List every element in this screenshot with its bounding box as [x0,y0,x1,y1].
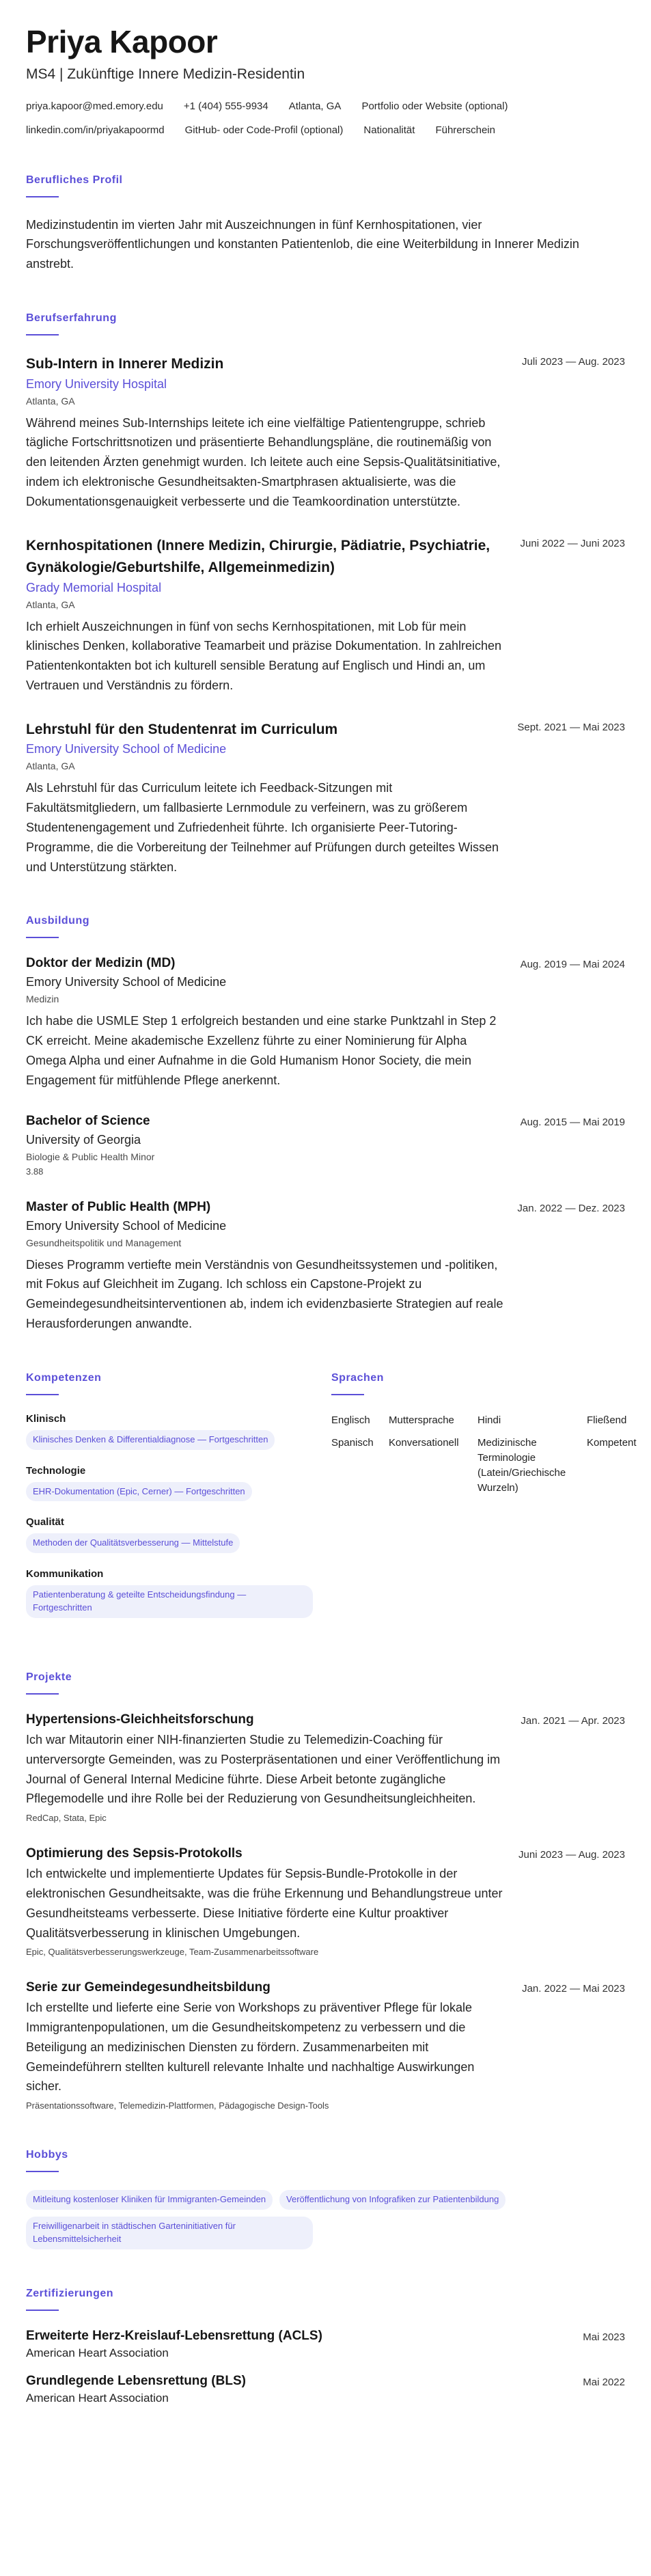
projects-section [26,1671,625,2111]
section-divider [331,1394,364,1395]
job-dates: Juni 2022 — Juni 2023 [520,537,625,549]
section-divider [26,937,59,938]
section-divider [26,2310,59,2311]
certification-entry [26,2329,625,2360]
contact-github[interactable]: GitHub- oder Code-Profil (optional) [184,124,344,136]
headline: MS4 | Zukünftige Innere Medizin-Residentin [26,66,305,82]
section-title: Ausbildung [26,915,89,927]
project-entry [26,1980,625,2111]
resume-header [26,25,625,136]
project-title: Serie zur Gemeindegesundheitsbildung [26,1980,271,1995]
field-of-study: Gesundheitspolitik und Management [26,1237,182,1248]
education-entry [26,1200,625,1334]
contact-nationality: Nationalität [363,124,415,136]
language-name: Spanisch [331,1437,374,1449]
language-list [331,1413,637,1496]
project-tools: Präsentationssoftware, Telemedizin-Plattformen, Pädagogische Design-Tools [26,2100,329,2111]
skill-group [26,1465,321,1502]
certification-date: Mai 2023 [583,2331,625,2343]
job-title: Sub-Intern in Innerer Medizin [26,355,224,372]
section-divider [26,1693,59,1695]
project-tools: RedCap, Stata, Epic [26,1813,107,1824]
language-level: Fließend [587,1414,627,1426]
project-description: Ich erstellte und lieferte eine Serie von Workshops zu präventiver Pflege für lokale Immigrantenpopulationen, um die Gesundheitskompetenz zu verbessern und die Beteiligung an medizinischen Diensten zu fördern. Zusammenarbeiten mit Gemeindeführern stellten kulturell relevante Inhalte und nachhaltige Auswirkungen sicher. [26,2001,475,2094]
skill-chip: EHR-Dokumentation (Epic, Cerner) — Fortgeschritten [26,1482,252,1502]
job-description: Ich erhielt Auszeichnungen in fünf von sechs Kernhospitationen, mit Lob für mein klinisches Denken, kollaborative Teamarbeit und präzise Dokumentation. In zahlreichen Patientenkontakten bot ich kulturell sensible Beratung auf Englisch und Hindi an, um Vertrauen und Verständnis zu fördern. [26,619,502,692]
section-title: Berufserfahrung [26,312,117,324]
skill-category: Technologie [26,1464,86,1477]
section-title: Zertifizierungen [26,2287,114,2299]
section-title: Kompetenzen [26,1371,102,1384]
candidate-name: Priya Kapoor [26,24,218,59]
skills-section [26,1372,321,1633]
employer: Emory University School of Medicine [26,742,227,756]
job-title: Kernhospitationen (Innere Medizin, Chirurgie, Pädiatrie, Psychiatrie, Gynäkologie/Geburtshilfe, Allgemeinmedizin) [26,537,490,576]
certification-title: Grundlegende Lebensrettung (BLS) [26,2373,246,2388]
contact-linkedin[interactable]: linkedin.com/in/priyakapoormd [26,124,165,136]
language-level: Konversationell [389,1437,459,1449]
certification-issuer: American Heart Association [26,2391,169,2404]
language-level: Muttersprache [389,1414,454,1426]
language-name: Hindi [477,1414,501,1426]
skill-group [26,1413,321,1450]
languages-section [331,1371,637,1633]
certifications-section [26,2288,625,2405]
section-divider [26,1394,59,1395]
field-of-study: Biologie & Public Health Minor [26,1151,155,1162]
section-divider [26,196,59,197]
school: University of Georgia [26,1132,141,1147]
education-entry [26,1114,625,1177]
experience-entry [26,353,625,512]
hobby-chip: Mitleitung kostenloser Kliniken für Immigranten-Gemeinden [26,2190,273,2210]
degree: Master of Public Health (MPH) [26,1199,211,1214]
skill-category: Kommunikation [26,1568,104,1580]
contact-list [26,100,625,136]
contact-portfolio[interactable]: Portfolio oder Website (optional) [361,100,508,112]
hobbies-section [26,2149,625,2249]
degree: Bachelor of Science [26,1113,150,1128]
hobby-list [26,2190,625,2249]
language-name: Englisch [331,1414,370,1426]
project-dates: Jan. 2022 — Mai 2023 [522,1983,625,1995]
skill-group [26,1516,321,1553]
project-entry [26,1712,625,1823]
education-dates: Aug. 2019 — Mai 2024 [520,959,625,971]
job-location: Atlanta, GA [26,761,75,772]
section-title: Hobbys [26,2149,68,2161]
skills-languages-row [26,1371,637,1633]
employer: Emory University Hospital [26,376,167,391]
certification-date: Mai 2022 [583,2376,625,2388]
project-title: Hypertensions-Gleichheitsforschung [26,1712,254,1727]
section-title: Projekte [26,1671,72,1683]
skill-group [26,1568,321,1618]
section-divider [26,334,59,335]
hobby-chip: Freiwilligenarbeit in städtischen Garteninitiativen für Lebensmittelsicherheit [26,2217,313,2249]
language-level: Kompetent [587,1437,637,1449]
job-location: Atlanta, GA [26,599,75,610]
job-title: Lehrstuhl für den Studentenrat im Curriculum [26,721,338,737]
project-entry [26,1846,625,1957]
skill-chip: Patientenberatung & geteilte Entscheidungsfindung — Fortgeschritten [26,1585,313,1618]
skill-category: Qualität [26,1516,64,1529]
hobby-chip: Veröffentlichung von Infografiken zur Patientenbildung [279,2190,505,2210]
project-description: Ich war Mitautorin einer NIH-finanzierten Studie zu Telemedizin-Coaching für unterversorgte Gemeinden, was zu Posterpräsentationen und einer Veröffentlichung im Journal of General Internal Medicine führte. Diese Arbeit betonte zugängliche Pflegemodelle und ihre Rolle bei der Reduzierung von Gesundheitsungleichheiten. [26,1732,501,1806]
field-of-study: Medizin [26,994,59,1005]
section-title: Berufliches Profil [26,174,123,186]
job-description: Während meines Sub-Internships leitete ich eine vielfältige Patientengruppe, schrieb tägliche Fortschrittsnotizen und präsentierte Behandlungspläne, die routinemäßig von den leitenden Ärzten genehmigt wurden. Ich leitete auch eine Sepsis-Qualitätsinitiative, indem ich elektronische Gesundheitsakten-Smartphrasen aktualisierte, was die Dokumentationsgenauigkeit verbesserte und die Teamkoordination unterstützte. [26,415,501,508]
education-dates: Jan. 2022 — Dez. 2023 [517,1202,625,1214]
profile-section [26,174,625,274]
job-dates: Sept. 2021 — Mai 2023 [517,721,625,733]
project-dates: Jan. 2021 — Apr. 2023 [521,1714,625,1727]
gpa: 3.88 [26,1166,44,1177]
certification-title: Erweiterte Herz-Kreislauf-Lebensrettung (ACLS) [26,2328,322,2343]
skill-chip: Methoden der Qualitätsverbesserung — Mittelstufe [26,1533,240,1553]
contact-license: Führerschein [435,124,495,136]
degree: Doktor der Medizin (MD) [26,956,176,971]
contact-email[interactable]: priya.kapoor@med.emory.edu [26,100,163,112]
school: Emory University School of Medicine [26,975,227,989]
experience-entry [26,719,625,877]
profile-summary: Medizinstudentin im vierten Jahr mit Auszeichnungen in fünf Kernhospitationen, vier Forschungsveröffentlichungen und konstanten Patientenlob, die eine Weiterbildung in Innerer Medizin anstrebt. [26,217,579,271]
project-title: Optimierung des Sepsis-Protokolls [26,1846,243,1861]
employer: Grady Memorial Hospital [26,580,162,594]
experience-entry [26,535,625,696]
project-description: Ich entwickelte und implementierte Updates für Sepsis-Bundle-Protokolle in der elektronischen Gesundheitsakte, was die frühe Erkennung und Behandlungstreue unter Gesundheitsteams verbesserte. Diese Initiative förderte eine Kultur proaktiver Qualitätsverbesserung in klinischen Umgebungen. [26,1867,503,1940]
language-name: Medizinische Terminologie (Latein/Griechische Wurzeln) [477,1437,566,1494]
experience-section [26,312,625,877]
education-description: Dieses Programm vertiefte mein Verständnis von Gesundheitssystemen und -politiken, mit Fokus auf Gleichheit im Zugang. Ich schloss ein Capstone-Projekt zu Gemeindegesundheitsinterventionen ab, indem ich evidenzbasierte Strategien auf reale Herausforderungen anwandte. [26,1257,503,1330]
job-location: Atlanta, GA [26,395,75,407]
section-title: Sprachen [331,1371,384,1384]
education-dates: Aug. 2015 — Mai 2019 [520,1116,625,1128]
section-divider [26,2171,59,2172]
job-dates: Juli 2023 — Aug. 2023 [522,355,625,368]
education-description: Ich habe die USMLE Step 1 erfolgreich bestanden und eine starke Punktzahl in Step 2 CK erreicht. Meine akademische Exzellenz führte zu einer Nominierung für Alpha Omega Alpha und einer Aufnahme in die Gold Humanism Honor Society, die mein Engagement für mitfühlende Pflege anerkennt. [26,1014,497,1087]
certification-issuer: American Heart Association [26,2346,169,2359]
education-entry [26,956,625,1090]
project-dates: Juni 2023 — Aug. 2023 [518,1849,625,1861]
certification-entry [26,2374,625,2405]
skill-chip: Klinisches Denken & Differentialdiagnose — Fortgeschritten [26,1430,275,1450]
education-section [26,915,625,1333]
school: Emory University School of Medicine [26,1218,227,1233]
contact-location: Atlanta, GA [288,100,342,112]
contact-phone[interactable]: +1 (404) 555-9934 [183,100,268,112]
job-description: Als Lehrstuhl für das Curriculum leitete ich Feedback-Sitzungen mit Fakultätsmitgliedern, um fallbasierte Lernmodule zu verfeinern, was zu größerem Studentenengagement und Zufriedenheit führte. Ich organisierte Peer-Tutoring-Programme, die die Vorbereitung der Teilnehmer auf Prüfungen durch geteiltes Wissen und Unterstützung stärkten. [26,781,499,874]
project-tools: Epic, Qualitätsverbesserungswerkzeuge, Team-Zusammenarbeitssoftware [26,1947,319,1958]
skill-category: Klinisch [26,1412,66,1425]
